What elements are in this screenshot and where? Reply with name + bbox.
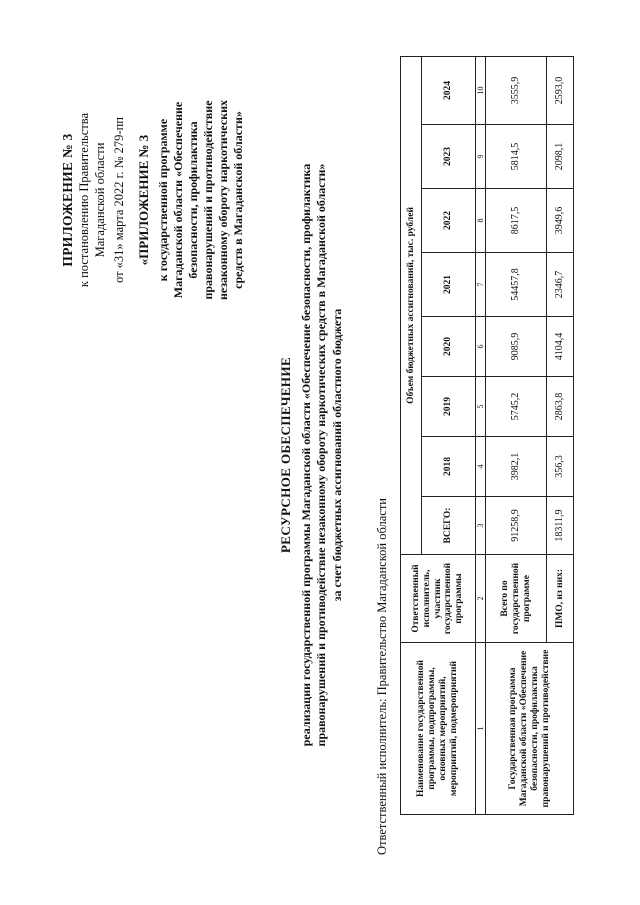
col-header-year: 2018	[422, 437, 476, 497]
col-number: 3	[476, 497, 486, 555]
annex-subtitle: к государственной программе Магаданской области «Обеспечение безопасности, профилактика правонарушений и противодействие незаконному обороту наркотических средств в Магаданской области»	[156, 99, 245, 301]
col-number: 4	[476, 437, 486, 497]
col-header-year: 2020	[422, 317, 476, 377]
resource-table	[400, 56, 574, 815]
heading-line-2: правонарушений и противодействие незаконному обороту наркотических средств в Магаданской области»	[314, 163, 329, 747]
row-executor: Всего по государственной программе	[486, 555, 547, 643]
row-total: 18311,9	[547, 497, 574, 555]
row-value: 3982,1	[486, 437, 547, 497]
annex-line-1: к постановлению Правительства	[76, 112, 91, 288]
row-value: 2593,0	[547, 56, 574, 124]
annex-line-2: Магаданской области	[92, 142, 107, 258]
row-value: 9085,9	[486, 317, 547, 377]
annex-title: ПРИЛОЖЕНИЕ № 3	[60, 133, 75, 267]
col-header-name: Наименование государственной программы, подпрограммы, основных мероприятий, мероприятий, подмероприятий	[401, 643, 476, 815]
row-executor: ПМО, из них:	[547, 555, 574, 643]
row-value: 5745,2	[486, 377, 547, 437]
row-value: 2098,1	[547, 125, 574, 189]
annex-title-2: «ПРИЛОЖЕНИЕ № 3	[135, 134, 151, 266]
col-number: 6	[476, 317, 486, 377]
col-header-year: 2023	[422, 125, 476, 189]
column-number-row	[476, 56, 486, 814]
row-value: 54457,8	[486, 253, 547, 317]
heading-main: РЕСУРСНОЕ ОБЕСПЕЧЕНИЕ	[278, 356, 293, 554]
row-value: 356,3	[547, 437, 574, 497]
header-row-1	[401, 56, 422, 814]
table-row	[486, 56, 547, 814]
col-header-funding: Объем бюджетных ассигнований, тыс. рублей	[401, 56, 422, 554]
col-header-total: ВСЕГО:	[422, 497, 476, 555]
row-value: 3949,6	[547, 189, 574, 253]
col-header-year: 2022	[422, 189, 476, 253]
col-number: 10	[476, 56, 486, 124]
annex-block	[60, 85, 246, 315]
row-value: 2346,7	[547, 253, 574, 317]
col-header-year: 2019	[422, 377, 476, 437]
row-value: 8617,5	[486, 189, 547, 253]
col-header-executor: Ответственный исполнитель, участник государственной программы	[401, 555, 476, 643]
responsible-executor: Ответственный исполнитель: Правительство Магаданской области	[375, 498, 389, 855]
row-total: 91258,9	[486, 497, 547, 555]
document-heading	[278, 45, 346, 865]
row-value: 2863,8	[547, 377, 574, 437]
row-name: Государственная программа Магаданской области «Обеспечение безопасности, профилактика правонарушений и противодействие	[486, 643, 574, 815]
col-number: 1	[476, 643, 486, 815]
col-number: 5	[476, 377, 486, 437]
heading-line-3: за счет бюджетных ассигнований областного бюджета	[330, 308, 345, 602]
row-value: 5814,5	[486, 125, 547, 189]
annex-date: от «31» марта 2022 г. № 279-пп	[112, 117, 127, 283]
col-number: 2	[476, 555, 486, 643]
col-number: 7	[476, 253, 486, 317]
col-number: 8	[476, 189, 486, 253]
row-value: 4104,4	[547, 317, 574, 377]
col-header-year: 2021	[422, 253, 476, 317]
col-header-year: 2024	[422, 56, 476, 124]
col-number: 9	[476, 125, 486, 189]
heading-line-1: реализации государственной программы Магаданской области «Обеспечение безопасности, профилактика	[298, 163, 313, 747]
row-value: 3555,9	[486, 56, 547, 124]
